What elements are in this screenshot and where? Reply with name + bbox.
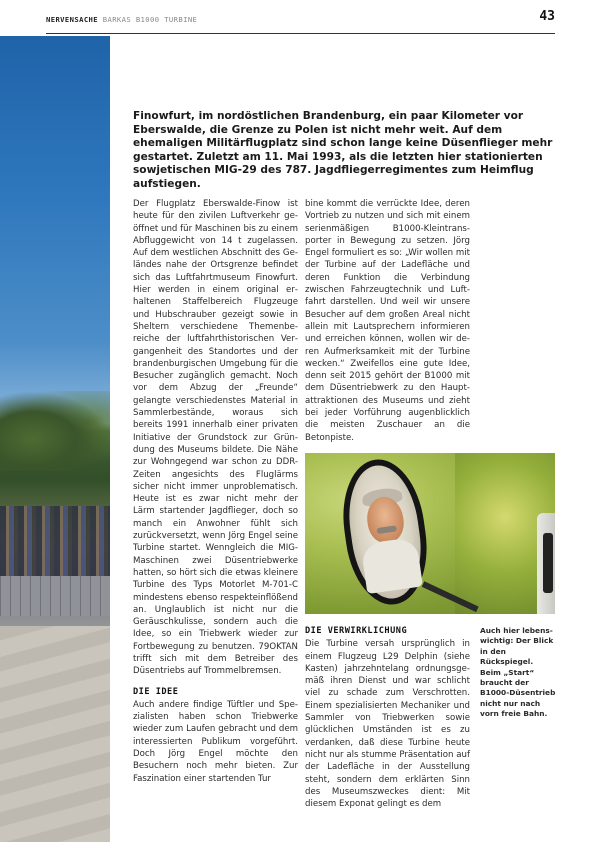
column1-paragraph-1: Der Flugplatz Eberswalde-Finow ist heute für den zivilen Luftverkehr geöffnet und für Maschinen bis zu einem Abfluggewicht von 14 t zugelassen. Auf dem westlichen Abschnitt des Geländes nahe der Ortsgrenze befindet sich das Luftfahrtmuseum Finowfurt. Hier werden in einem original erhaltenen Staffelbereich Flugzeuge und Hubschrauber gezeigt sowie in Sheltern verschiedene Themenbereiche der luftfahrthistorischen Vergangenheit des Standortes und der brandenburgischen Umgebung für die Besucher zugänglich gemacht. Noch vor dem Abzug der „Freunde“ gelangte verschiedenstes Material in Sammlerbestände, woraus sich bereits 1991 innerhalb einer privaten Initiative der Grundstock zur Gründung des Museums bildete. Die Nähe zur Wohngegend war schon zu DDR-Zeiten angesichts des Fluglärms sicher nicht immer unproblematisch. Heute ist es zwar nicht mehr der Lärm startender Jagdflieger, doch so manch ein Anwohner fühlt sich zurückversetzt, wenn Jörg Engel seine Turbine startet. Wenngleich die MIG-Maschinen zwei Düsentriebwerke hatten, so hört sich die etwas kleinere Turbine des Typs Motorlet M-701-C mindestens ebenso respekteinflößend an. Unglaublich ist nicht nur die Geräuschkulisse, sondern auch die Idee, so ein Triebwerk wieder zur Fortbewegung zu benutzen. 79OKTAN trifft sich mit dem Betreiber des Düsentriebs auf Trommelbremsen. xyxy=(133,199,298,677)
vehicle-window xyxy=(543,533,553,593)
header-subtitle: BARKAS B1000 TURBINE xyxy=(102,15,198,24)
header-rule xyxy=(46,33,555,34)
photo-caption: Auch hier lebenswichtig: Der Blick in den Rückspiegel. Beim „Start“ braucht der B1000-Düsentrieb nicht nur nach vorn freie Bahn. xyxy=(480,626,556,719)
running-header xyxy=(46,9,555,31)
photo-fence xyxy=(0,576,110,616)
text-column-1 xyxy=(133,198,298,785)
header-section: NERVENSACHE xyxy=(46,15,98,24)
text-column-2 xyxy=(305,198,470,444)
driver-shirt xyxy=(361,537,423,594)
column1-paragraph-2: Auch andere findige Tüftler und Spezialisten haben schon Triebwerke wieder zum Laufen gebracht und dem interessierten Publikum vorgeführt. Doch Jörg Engel möchte den Besuchern noch mehr bieten. Zur Faszination einer startenden Tur xyxy=(133,699,298,784)
rear-view-mirror xyxy=(335,454,435,610)
photo-runway xyxy=(0,626,110,842)
airfield-photo xyxy=(0,36,110,842)
column3-paragraph: Die Turbine versah ursprünglich in einem Flugzeug L29 Delphin (siehe Kasten) jahrzehntelang ordnungsgemäß ihren Dienst und war schlicht viel zu schade zum Verschrotten. Einem spezialisierten Mechaniker und Sammler von Triebwerken sowie glücklichen Umständen ist es zu verdanken, daß diese Turbine heute nicht nur als stumme Präsentation auf der Ladefläche in der Ausstellung steht, sondern dem erklärten Sinn des Museumszweckes dient: Mit diesem Exponat gelingt es dem xyxy=(305,639,470,810)
subhead-die-verwirklichung: DIE VERWIRKLICHUNG xyxy=(305,626,408,636)
text-column-3 xyxy=(305,625,470,810)
header-title xyxy=(46,15,197,24)
photo-spectators xyxy=(0,506,110,576)
mirror-photo xyxy=(305,453,555,614)
column2-paragraph: bine kommt die verrückte Idee, deren Vortrieb zu nutzen und sich mit einem serienmäßigen B1000-Kleintransporter in Bewegung zu setzen. Jörg Engel formuliert es so: „Wir wollen mit der Turbine auf der Ladefläche und deren Funktion die Verbindung zwischen Fahrzeugtechnik und Luftfahrt darstellen. Und weil wir unsere Besucher auf dem großen Areal nicht allein mit Lautsprechern informieren und erreichen können, wollen wir deren Aufmerksamkeit mit der Turbine wecken.“ Zweifellos eine gute Idee, denn seit 2015 gehört der B1000 mit dem Düsentriebwerk zu den Hauptattraktionen des Museums und zieht bei jeder Vorführung augenblicklich die meisten Zuschauer an die Betonpiste. xyxy=(305,199,470,443)
page-number: 43 xyxy=(539,9,555,24)
subhead-die-idee: DIE IDEE xyxy=(133,686,179,697)
photo-trees xyxy=(0,391,110,471)
intro-paragraph: Finowfurt, im nordöstlichen Brandenburg, ein paar Kilometer vor Eberswalde, die Grenze zu Polen ist nicht mehr weit. Auf dem ehemaligen Militärflugplatz sind schon lange keine Düsenflieger mehr gestartet. Zuletzt am 11. Mai 1993, als die letzten hier stationierten sowjetischen MIG-29 des 787. Jagdfliegerregimentes zum Heimflug aufstiegen. xyxy=(133,110,553,190)
